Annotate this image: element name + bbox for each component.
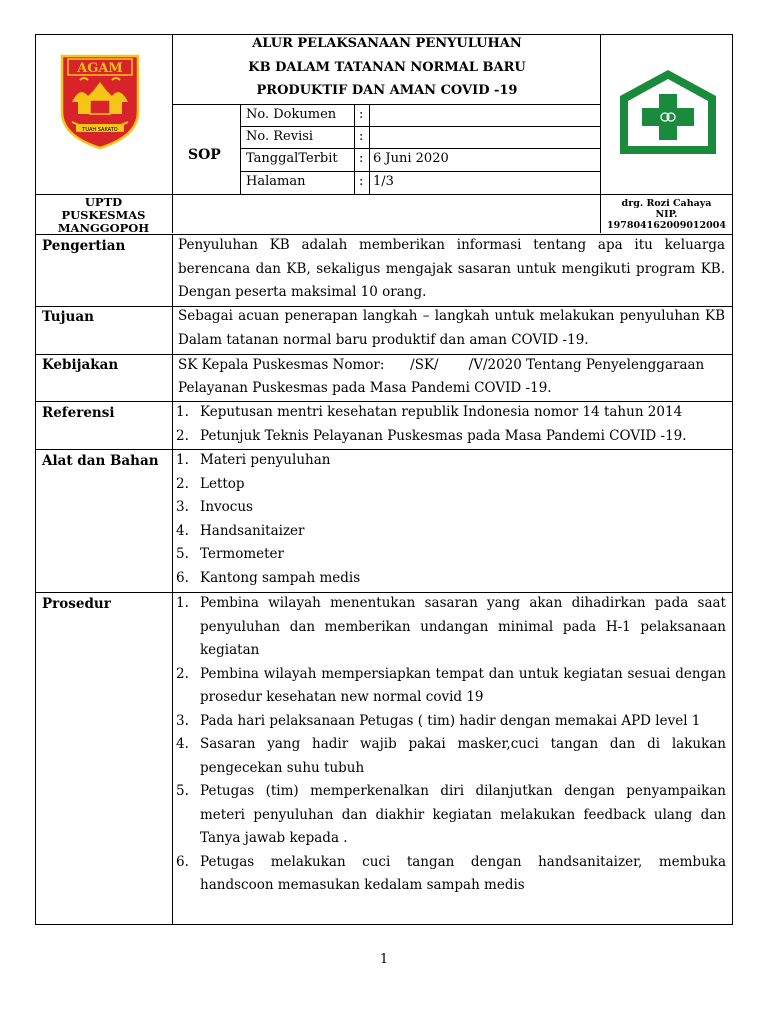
list-item-text: Pada hari pelaksanaan Petugas ( tim) hadir dengan memakai APD level 1 — [200, 712, 701, 729]
pengertian-text: Penyuluhan KB adalah memberikan informasi tentang apa itu keluarga berencana dan KB, sekaligus mengajak sasaran untuk mengikuti program KB. Dengan peserta maksimal 10 orang. — [178, 237, 725, 300]
agam-logo-icon — [58, 52, 142, 150]
page-number: 1 — [379, 952, 389, 967]
meta-colon-divider-a — [354, 104, 355, 194]
meta-colon-4: : — [359, 174, 364, 189]
list-item-number: 5. — [176, 783, 189, 799]
signatory-name: drg. Rozi Cahaya — [621, 198, 712, 209]
body-label-divider — [172, 234, 173, 925]
doc-title-line-2: KB DALAM TATANAN NORMAL BARU — [248, 60, 526, 75]
meta-colon-2: : — [359, 129, 364, 144]
org-line-manggopoh: MANGGOPOH — [57, 221, 150, 235]
list-item-number: 1. — [176, 595, 189, 611]
list-item — [174, 663, 728, 710]
list-item — [174, 449, 728, 473]
list-item — [174, 543, 728, 567]
list-item-text: Pembina wilayah menentukan sasaran yang akan dihadirkan pada saat penyuluhan dan memberikan undangan minimal pada H-1 pelaksanaan kegiatan — [200, 595, 726, 658]
list-item — [174, 733, 728, 780]
logo-agam-text: AGAM — [77, 61, 123, 76]
logo-motto-text: TUAH SAKATO — [82, 127, 118, 133]
meta-label-no-dokumen: No. Dokumen — [246, 107, 337, 122]
section-label-prosedur: Prosedur — [42, 596, 111, 612]
list-item — [174, 473, 728, 497]
list-item — [174, 520, 728, 544]
list-item — [174, 425, 728, 449]
list-item-number: 2. — [176, 427, 189, 444]
section-label-alat-dan-bahan: Alat dan Bahan — [42, 453, 159, 469]
list-item-number: 3. — [176, 712, 189, 729]
list-item-text: Sasaran yang hadir wajib pakai masker,cuci tangan dan di lakukan pengecekan suhu tubuh — [200, 736, 726, 776]
section-label-tujuan: Tujuan — [42, 309, 94, 325]
section-label-kebijakan: Kebijakan — [42, 357, 119, 373]
tujuan-text: Sebagai acuan penerapan langkah – langkah untuk melakukan penyuluhan KB Dalam tatanan normal baru produktif dan aman COVID -19. — [178, 308, 725, 348]
referensi-list — [174, 401, 728, 448]
header-bottom-line — [35, 194, 733, 195]
meta-value-tanggal-terbit: 6 Juni 2020 — [373, 151, 449, 166]
kebijakan-text-line-2: Pelayanan Puskesmas pada Masa Pandemi COVID -19. — [178, 380, 552, 396]
title-bottom-line — [172, 104, 600, 105]
list-item-number: 6. — [176, 853, 189, 870]
list-item-number: 3. — [176, 499, 189, 515]
meta-value-halaman: 1/3 — [373, 174, 394, 189]
list-item-text: Pembina wilayah mempersiapkan tempat dan untuk kegiatan sesuai dengan prosedur kesehatan new normal covid 19 — [200, 665, 726, 705]
list-item — [174, 592, 728, 663]
sop-divider — [240, 104, 241, 194]
list-item — [174, 567, 728, 591]
list-item-number: 6. — [176, 569, 189, 586]
signatory-nip-label: NIP. — [655, 209, 678, 220]
list-item-number: 2. — [176, 665, 189, 682]
list-item-text: Kantong sampah medis — [200, 569, 361, 586]
row-line-tujuan — [35, 354, 733, 355]
section-label-pengertian: Pengertian — [42, 238, 126, 254]
meta-row-line-3 — [240, 171, 600, 172]
meta-label-halaman: Halaman — [246, 174, 306, 189]
list-item-text: Invocus — [200, 499, 253, 515]
doc-title-line-3: PRODUKTIF DAN AMAN COVID -19 — [256, 83, 518, 98]
sop-label: SOP — [188, 147, 221, 163]
section-label-referensi: Referensi — [42, 405, 115, 421]
list-item-number: 4. — [176, 522, 189, 539]
list-item-text: Termometer — [200, 546, 284, 562]
meta-label-tanggal-terbit: TanggalTerbit — [246, 151, 338, 166]
meta-colon-3: : — [359, 151, 364, 166]
doc-title-line-1: ALUR PELAKSANAAN PENYULUHAN — [252, 36, 522, 51]
list-item-text: Petunjuk Teknis Pelayanan Puskesmas pada Masa Pandemi COVID -19. — [200, 427, 687, 444]
list-item-text: Handsanitaizer — [200, 522, 305, 539]
signatory-nip: 197804162009012004 — [607, 220, 726, 231]
meta-colon-divider-b — [369, 104, 370, 194]
prosedur-list — [174, 592, 728, 898]
list-item-number: 5. — [176, 546, 189, 562]
kebijakan-text-line-1: SK Kepala Puskesmas Nomor: /SK/ /V/2020 Tentang Penyelenggaraan — [178, 357, 705, 373]
meta-label-no-revisi: No. Revisi — [246, 129, 314, 144]
list-item — [174, 496, 728, 520]
list-item-number: 1. — [176, 452, 189, 468]
list-item-text: Petugas melakukan cuci tangan dengan handsanitaizer, membuka handscoon memasukan kedalam sampah medis — [200, 853, 726, 893]
list-item — [174, 401, 728, 425]
puskesmas-logo-icon — [616, 66, 720, 158]
list-item-number: 2. — [176, 475, 189, 492]
list-item — [174, 851, 728, 898]
meta-colon-1: : — [359, 107, 364, 122]
list-item-text: Keputusan mentri kesehatan republik Indonesia nomor 14 tahun 2014 — [200, 404, 683, 420]
org-line-uptd: UPTD — [84, 195, 123, 209]
alat-list — [174, 449, 728, 590]
list-item-text: Petugas (tim) memperkenalkan diri dilanjutkan dengan penyampaikan meteri penyuluhan dan diakhir kegiatan melakukan feedback ulang dan Tanya jawab kepada . — [200, 783, 726, 846]
list-item-number: 1. — [176, 404, 189, 420]
header-divider-left — [172, 34, 173, 233]
list-item-text: Lettop — [200, 475, 245, 492]
list-item — [174, 780, 728, 851]
org-line-puskesmas: PUSKESMAS — [61, 208, 146, 222]
list-item-number: 4. — [176, 736, 189, 752]
list-item — [174, 710, 728, 734]
meta-row-line-2 — [240, 148, 600, 149]
list-item-text: Materi penyuluhan — [200, 452, 331, 468]
meta-row-line-1 — [240, 126, 600, 127]
